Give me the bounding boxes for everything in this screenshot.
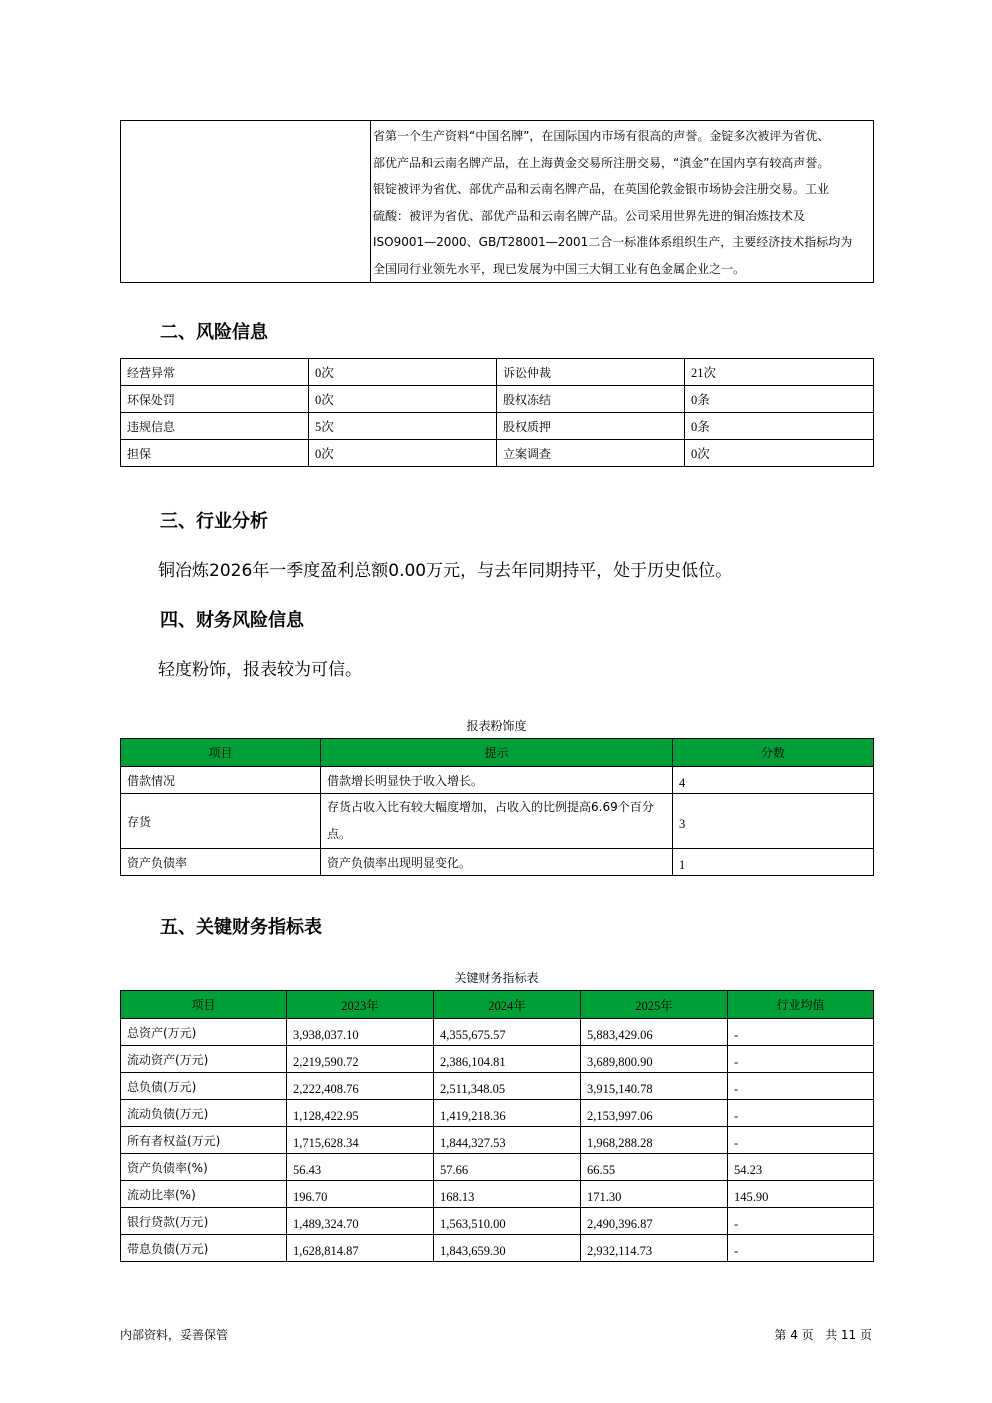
risk-value: 5次 [309, 413, 497, 440]
value-2023: 1,715,628.34 [287, 1127, 434, 1154]
risk-label: 股权冻结 [497, 386, 685, 413]
risk-label: 违规信息 [121, 413, 309, 440]
col-header: 分数 [673, 739, 874, 767]
key-header-row [121, 991, 874, 1019]
fin-risk-section-title: 四、财务风险信息 [160, 610, 304, 631]
value-2025: 2,932,114.73 [581, 1235, 728, 1262]
intro-line: 硫酸：被评为省优、部优产品和云南名牌产品。公司采用世界先进的铜冶炼技术及 [373, 208, 806, 223]
value-2024: 1,419,218.36 [434, 1100, 581, 1127]
value-2023: 56.43 [287, 1154, 434, 1181]
item-cell: 资产负债率 [121, 849, 321, 876]
col-header: 2023年 [287, 991, 434, 1019]
table-row [121, 794, 874, 849]
footer-page-number: 第 4 页 共 11 页 [774, 1328, 872, 1342]
intro-line: ISO9001—2000、GB/T28001—2001二合一标准体系组织生产，主要经济技术指标均为 [373, 235, 853, 249]
whitewash-table [120, 738, 874, 876]
industry-text: 铜冶炼2026年一季度盈利总额0.00万元，与去年同期持平，处于历史低位。 [158, 561, 733, 581]
value-2024: 1,563,510.00 [434, 1208, 581, 1235]
score-cell: 3 [673, 794, 874, 849]
industry-avg: - [728, 1127, 874, 1154]
table-row [121, 1181, 874, 1208]
metric-name: 流动比率(%) [121, 1181, 287, 1208]
value-2023: 2,219,590.72 [287, 1046, 434, 1073]
value-2025: 5,883,429.06 [581, 1019, 728, 1046]
hint-cell: 资产负债率出现明显变化。 [321, 849, 673, 876]
item-cell: 存货 [121, 794, 321, 849]
value-2023: 1,128,422.95 [287, 1100, 434, 1127]
value-2024: 2,386,104.81 [434, 1046, 581, 1073]
table-row [121, 1154, 874, 1181]
score-cell: 4 [673, 767, 874, 794]
risk-value: 21次 [685, 359, 874, 386]
industry-avg: - [728, 1208, 874, 1235]
table-row [121, 1235, 874, 1262]
risk-value: 0次 [309, 440, 497, 467]
intro-left-cell [121, 121, 371, 283]
footer-left: 内部资料，妥善保管 [120, 1328, 229, 1342]
value-2023: 1,489,324.70 [287, 1208, 434, 1235]
intro-line: 全国同行业领先水平，现已发展为中国三大铜工业有色金属企业之一。 [373, 261, 746, 276]
company-intro-table [120, 120, 874, 283]
value-2024: 4,355,675.57 [434, 1019, 581, 1046]
table-row [121, 1046, 874, 1073]
metric-name: 带息负债(万元) [121, 1235, 287, 1262]
col-header: 项目 [121, 739, 321, 767]
value-2025: 3,915,140.78 [581, 1073, 728, 1100]
risk-label: 经营异常 [121, 359, 309, 386]
col-header: 项目 [121, 991, 287, 1019]
industry-avg: - [728, 1019, 874, 1046]
risk-value: 0条 [685, 413, 874, 440]
risk-value: 0条 [685, 386, 874, 413]
risk-label: 诉讼仲裁 [497, 359, 685, 386]
value-2023: 2,222,408.76 [287, 1073, 434, 1100]
hint-cell: 借款增长明显快于收入增长。 [321, 767, 673, 794]
metric-name: 流动资产(万元) [121, 1046, 287, 1073]
table-row [121, 1073, 874, 1100]
table-row [121, 767, 874, 794]
score-cell: 1 [673, 849, 874, 876]
metric-name: 银行贷款(万元) [121, 1208, 287, 1235]
value-2025: 2,490,396.87 [581, 1208, 728, 1235]
value-2025: 66.55 [581, 1154, 728, 1181]
key-caption: 关键财务指标表 [454, 971, 539, 985]
table-row [121, 1208, 874, 1235]
risk-value: 0次 [685, 440, 874, 467]
risk-label: 担保 [121, 440, 309, 467]
risk-table [120, 358, 874, 467]
industry-avg: - [728, 1073, 874, 1100]
industry-avg: - [728, 1046, 874, 1073]
hint-cell: 存货占收入比有较大幅度增加，占收入的比例提高6.69个百分点。 [321, 794, 673, 849]
value-2025: 2,153,997.06 [581, 1100, 728, 1127]
risk-row [121, 386, 874, 413]
metric-name: 所有者权益(万元) [121, 1127, 287, 1154]
col-header: 行业均值 [728, 991, 874, 1019]
value-2025: 171.30 [581, 1181, 728, 1208]
value-2024: 1,844,327.53 [434, 1127, 581, 1154]
intro-text-cell [371, 121, 874, 283]
risk-section-title: 二、风险信息 [160, 322, 268, 343]
risk-label: 股权质押 [497, 413, 685, 440]
item-cell: 借款情况 [121, 767, 321, 794]
value-2025: 1,968,288.28 [581, 1127, 728, 1154]
metric-name: 总资产(万元) [121, 1019, 287, 1046]
table-row [121, 1019, 874, 1046]
col-header: 2024年 [434, 991, 581, 1019]
metric-name: 总负债(万元) [121, 1073, 287, 1100]
value-2023: 3,938,037.10 [287, 1019, 434, 1046]
risk-label: 立案调查 [497, 440, 685, 467]
key-financial-table [120, 990, 874, 1262]
industry-avg: - [728, 1100, 874, 1127]
value-2024: 168.13 [434, 1181, 581, 1208]
table-row [121, 1127, 874, 1154]
industry-section-title: 三、行业分析 [160, 511, 268, 532]
risk-value: 0次 [309, 386, 497, 413]
metric-name: 流动负债(万元) [121, 1100, 287, 1127]
intro-line: 银锭被评为省优、部优产品和云南名牌产品，在英国伦敦金银市场协会注册交易。工业 [373, 182, 830, 196]
col-header: 2025年 [581, 991, 728, 1019]
whitewash-caption: 报表粉饰度 [466, 719, 527, 733]
fin-risk-text: 轻度粉饰，报表较为可信。 [158, 660, 362, 680]
value-2025: 3,689,800.90 [581, 1046, 728, 1073]
table-row [121, 849, 874, 876]
col-header: 提示 [321, 739, 673, 767]
risk-label: 环保处罚 [121, 386, 309, 413]
intro-line: 省第一个生产资料“中国名牌”，在国际国内市场有很高的声誉。金锭多次被评为省优、 [373, 129, 830, 143]
risk-row [121, 359, 874, 386]
key-section-title: 五、关键财务指标表 [160, 917, 322, 938]
risk-row [121, 440, 874, 467]
industry-avg: - [728, 1235, 874, 1262]
metric-name: 资产负债率(%) [121, 1154, 287, 1181]
risk-row [121, 413, 874, 440]
whitewash-header-row [121, 739, 874, 767]
value-2023: 196.70 [287, 1181, 434, 1208]
intro-line: 部优产品和云南名牌产品，在上海黄金交易所注册交易，“滇金”在国内享有较高声誉。 [373, 155, 830, 170]
industry-avg: 54.23 [728, 1154, 874, 1181]
value-2024: 57.66 [434, 1154, 581, 1181]
risk-value: 0次 [309, 359, 497, 386]
table-row [121, 1100, 874, 1127]
value-2024: 1,843,659.30 [434, 1235, 581, 1262]
value-2024: 2,511,348.05 [434, 1073, 581, 1100]
value-2023: 1,628,814.87 [287, 1235, 434, 1262]
industry-avg: 145.90 [728, 1181, 874, 1208]
